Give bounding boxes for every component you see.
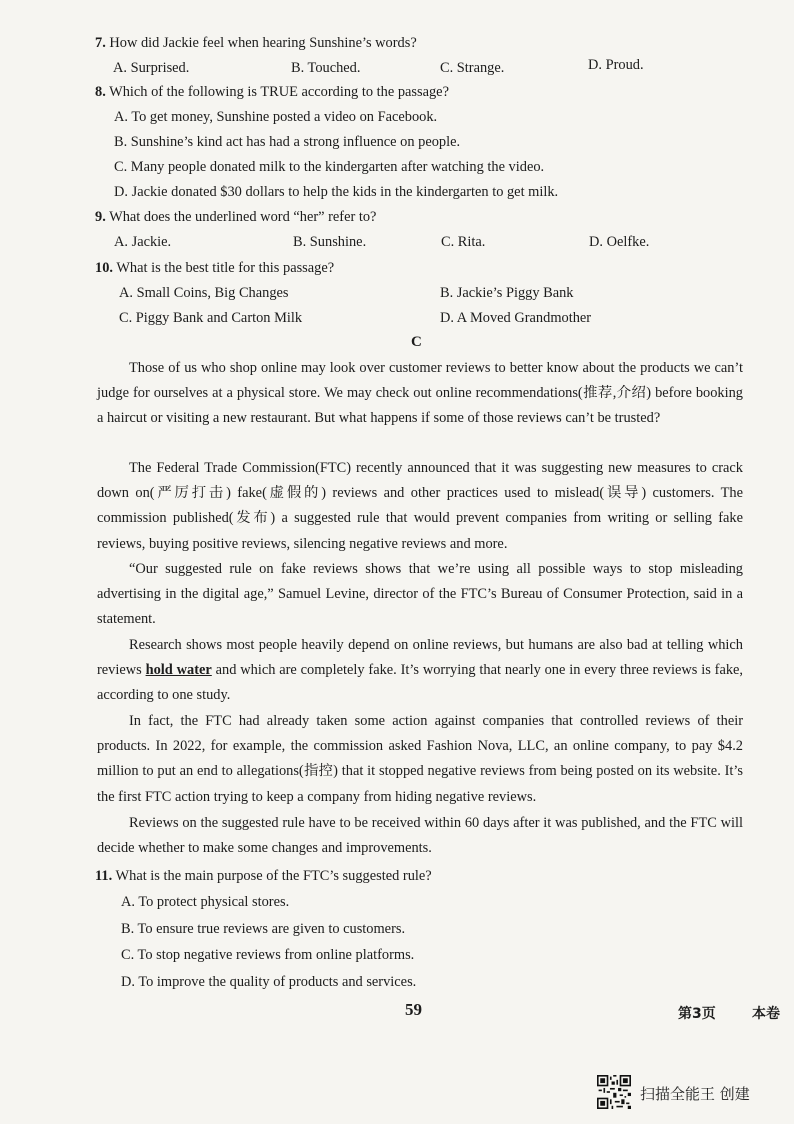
q7-option-d[interactable]: D. Proud. [588, 57, 644, 73]
q11-option-d[interactable]: D. To improve the quality of products and services. [121, 974, 417, 990]
passage-paragraph-5: In fact, the FTC had already taken some action against companies that controlled reviews of their products. In 2022, for example, the commission asked Fashion Nova, LLC, an online company, to pay $4.2 million to put an end to allegations(指控) that it stopped negative reviews from being posted on its website. It’s the first FTC action trying to keep a company from hiding negative reviews. [97, 713, 743, 805]
question-10: 10. What is the best title for this passage? [95, 260, 335, 276]
question-11: 11. What is the main purpose of the FTC’s suggested rule? [95, 868, 432, 884]
question-8: 8. Which of the following is TRUE according to the passage? [95, 84, 449, 100]
q11-option-b[interactable]: B. To ensure true reviews are given to customers. [121, 921, 406, 937]
volume-label: 本卷 [752, 1006, 780, 1022]
q9-option-b[interactable]: B. Sunshine. [293, 234, 367, 250]
q8-option-b[interactable]: B. Sunshine’s kind act has had a strong influence on people. [114, 134, 461, 150]
passage-paragraph-4: Research shows most people heavily depend on online reviews, but humans are also bad at telling which reviews hold water and which are completely fake. It’s worrying that nearly one in every three reviews is fake, according to one study. [97, 637, 744, 704]
page-number: 59 [405, 1000, 422, 1019]
q7-option-c[interactable]: C. Strange. [440, 60, 505, 76]
q8-option-c[interactable]: C. Many people donated milk to the kindergarten after watching the video. [114, 159, 545, 175]
question-7: 7. How did Jackie feel when hearing Sunshine’s words? [95, 35, 417, 51]
q11-option-c[interactable]: C. To stop negative reviews from online platforms. [121, 947, 415, 963]
q7-option-b[interactable]: B. Touched. [291, 60, 361, 76]
q10-option-d[interactable]: D. A Moved Grandmother [440, 310, 592, 326]
qr-code-icon [597, 1075, 631, 1109]
page-label: 第3页 [678, 1006, 716, 1022]
passage-paragraph-3: “Our suggested rule on fake reviews shows that we’re using all possible ways to stop misleading advertising in the digital age,” Samuel Levine, director of the FTC’s Bureau of Consumer Protection, said in a statement. [97, 561, 743, 628]
q10-option-a[interactable]: A. Small Coins, Big Changes [119, 285, 289, 301]
q9-option-d[interactable]: D. Oelfke. [589, 234, 650, 250]
underlined-phrase: hold water [145, 662, 212, 679]
q8-option-a[interactable]: A. To get money, Sunshine posted a video on Facebook. [114, 109, 438, 125]
section-c-heading: C [411, 334, 422, 350]
q11-option-a[interactable]: A. To protect physical stores. [121, 894, 290, 910]
scanner-watermark: 扫描全能王 创建 [640, 1085, 750, 1103]
q10-option-c[interactable]: C. Piggy Bank and Carton Milk [119, 310, 303, 326]
q9-option-a[interactable]: A. Jackie. [114, 234, 172, 250]
question-9: 9. What does the underlined word “her” refer to? [95, 209, 377, 225]
q10-option-b[interactable]: B. Jackie’s Piggy Bank [440, 285, 574, 301]
q9-option-c[interactable]: C. Rita. [441, 234, 486, 250]
passage-paragraph-2: The Federal Trade Commission(FTC) recently announced that it was suggesting new measures to crack down on(严厉打击) fake(虚假的) reviews and other practices used to mislead(误导) customers. The commission published(发布) a suggested rule that would prevent companies from writing or selling fake reviews, buying positive reviews, silencing negative reviews and more. [97, 460, 743, 552]
q8-option-d[interactable]: D. Jackie donated $30 dollars to help the kids in the kindergarten to get milk. [114, 184, 559, 200]
passage-paragraph-1: Those of us who shop online may look over customer reviews to better know about the products we can’t judge for ourselves at a physical store. We may check out online recommendations(推荐,介绍) before booking a haircut or visiting a new restaurant. But what happens if some of those reviews can’t be trusted? [97, 360, 743, 427]
q7-option-a[interactable]: A. Surprised. [113, 60, 190, 76]
passage-paragraph-6: Reviews on the suggested rule have to be received within 60 days after it was published, and the FTC will decide whether to make some changes and improvements. [97, 815, 743, 857]
